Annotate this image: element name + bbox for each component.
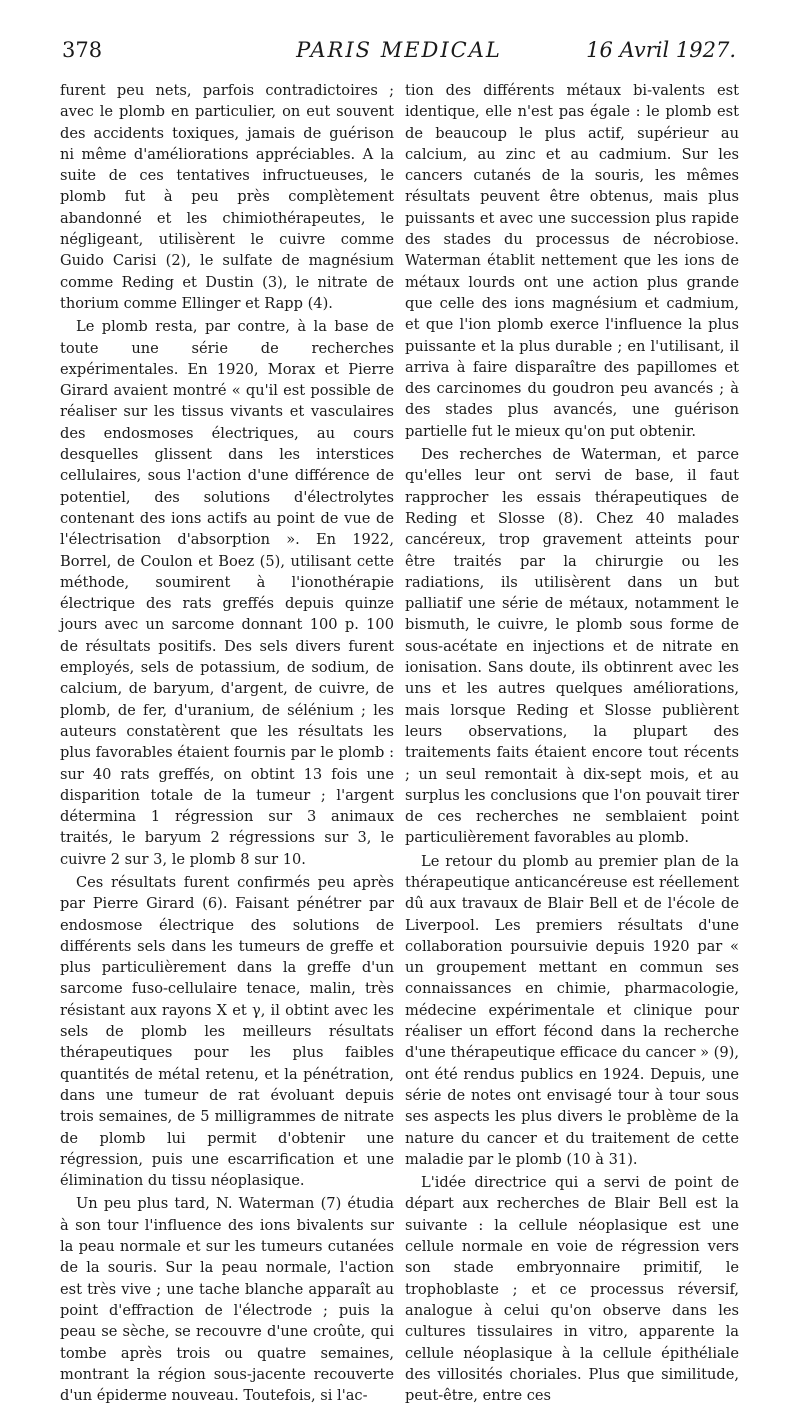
right-column [405,80,739,1405]
paragraph: Un peu plus tard, N. Waterman (7) étudia à son tour l'influence des ions bivalents sur la peau normale et sur les tumeurs cutanées de la souris. Sur la peau normale, l'action est très vive ; une tache blanche apparaît au point d'effraction de l'électrode ; puis la peau se sèche, se recouvre d'une croûte, qui tombe après trois ou quatre semaines, montrant la région sous-jacente recouverte d'un épiderme nouveau. Toutefois, si l'ac- [60,1195,394,1405]
left-column [60,80,394,1405]
paragraph: L'idée directrice qui a servi de point de départ aux recherches de Blair Bell est la suivante : la cellule néoplasique est une cellule normale en voie de régression vers son stade embryonnaire primitif, le trophoblaste ; et ce processus réversif, analogue à celui qu'on observe dans les cultures tissulaires in vitro, apparente la cellule néoplasique à la cellule épithéliale des villosités choriales. Plus que similitude, peut-être, entre ces [405,1174,739,1405]
text-columns [60,80,739,1405]
paragraph: Le plomb resta, par contre, à la base de toute une série de recherches expérimentales. En 1920, Morax et Pierre Girard avaient montré « qu'il est possible de réaliser sur les tissus vivants et vasculaires des endosmoses électriques, au cours desquelles glissent dans les interstices cellulaires, sous l'action d'une différence de potentiel, des solutions d'électrolytes contenant des ions actifs au point de vue de l'électrisation d'absorption ». En 1922, Borrel, de Coulon et Boez (5), utilisant cette méthode, soumirent à l'ionothérapie électrique des rats greffés depuis quinze jours avec un sarcome donnant 100 p. 100 de résultats positifs. Des sels divers furent employés, sels de potassium, de sodium, de calcium, de baryum, d'argent, de cuivre, de plomb, de fer, d'uranium, de sélénium ; les auteurs constatèrent que les résultats les plus favorables étaient fournis par le plomb : sur 40 rats greffés, on obtint 13 fois une disparition totale de la tumeur ; l'argent détermina 1 régression sur 3 animaux traités, le baryum 2 régressions sur 3, le cuivre 2 sur 3, le plomb 8 sur 10. [60,318,394,868]
paragraph: Des recherches de Waterman, et parce qu'elles leur ont servi de base, il faut rapprocher les essais thérapeutiques de Reding et Slosse (8). Chez 40 malades cancéreux, trop gravement atteints pour être traités par la chirurgie ou les radiations, ils utilisèrent dans un but palliatif une série de métaux, notamment le bismuth, le cuivre, le plomb sous forme de sous-acétate en injections et de nitrate en ionisation. Sans doute, ils obtinrent avec les uns et les autres quelques améliorations, mais lorsque Reding et Slosse publièrent leurs observations, la plupart des traitements faits étaient encore tout récents ; un seul remontait à dix-sept mois, et au surplus les conclusions que l'on pouvait tirer de ces recherches ne semblaient point particulièrement favorables au plomb. [405,446,739,847]
paragraph: tion des différents métaux bi-valents est identique, elle n'est pas égale : le plomb est de beaucoup le plus actif, supérieur au calcium, au zinc et au cadmium. Sur les cancers cutanés de la souris, les mêmes résultats peuvent être obtenus, mais plus puissants et avec une succession plus rapide des stades du processus de nécrobiose. Waterman établit nettement que les ions de métaux lourds ont une action plus grande que celle des ions magnésium et cadmium, et que l'ion plomb exerce l'influence la plus puissante et la plus durable ; en l'utilisant, il arriva à faire disparaître des papillomes et des carcinomes du goudron peu avancés ; à des stades plus avancés, une guérison partielle fut le mieux qu'on put obtenir. [405,82,739,440]
page-header [62,38,736,72]
page-number: 378 [62,38,103,62]
paragraph: furent peu nets, parfois contradictoires ; avec le plomb en particulier, on eut souvent des accidents toxiques, jamais de guérison ni même d'améliorations appréciables. A la suite de ces tentatives infructueuses, le plomb fut à peu près complètement abandonné et les chimiothérapeutes, le négligeant, utilisèrent le cuivre comme Guido Carisi (2), le sulfate de magnésium comme Reding et Dustin (3), le nitrate de thorium comme Ellinger et Rapp (4). [60,82,394,312]
paragraph: Ces résultats furent confirmés peu après par Pierre Girard (6). Faisant pénétrer par endosmose électrique des solutions de différents sels dans les tumeurs de greffe et plus particulièrement dans la greffe d'un sarcome fuso-cellulaire tenace, malin, très résistant aux rayons X et γ, il obtint avec les sels de plomb les meilleurs résultats thérapeutiques pour les plus faibles quantités de métal retenu, et la pénétration, dans une tumeur de rat évoluant depuis trois semaines, de 5 milligrammes de nitrate de plomb lui permit d'obtenir une régression, puis une escarrification et une élimination du tissu néoplasique. [60,873,394,1190]
issue-date: 16 Avril 1927. [586,38,736,62]
paragraph: Le retour du plomb au premier plan de la thérapeutique anticancéreuse est réellement dû aux travaux de Blair Bell et de l'école de Liverpool. Les premiers résultats d'une collaboration poursuivie depuis 1920 par « un groupement mettant en commun ses connaissances en chimie, pharmacologie, médecine expérimentale et clinique pour réaliser un effort fécond dans la recherche d'une thérapeutique efficace du cancer » (9), ont été rendus publics en 1924. Depuis, une série de notes ont envisagé tour à tour sous ses aspects les plus divers le problème de la nature du cancer et du traitement de cette maladie par le plomb (10 à 31). [405,852,739,1168]
journal-title: PARIS MEDICAL [296,38,502,62]
